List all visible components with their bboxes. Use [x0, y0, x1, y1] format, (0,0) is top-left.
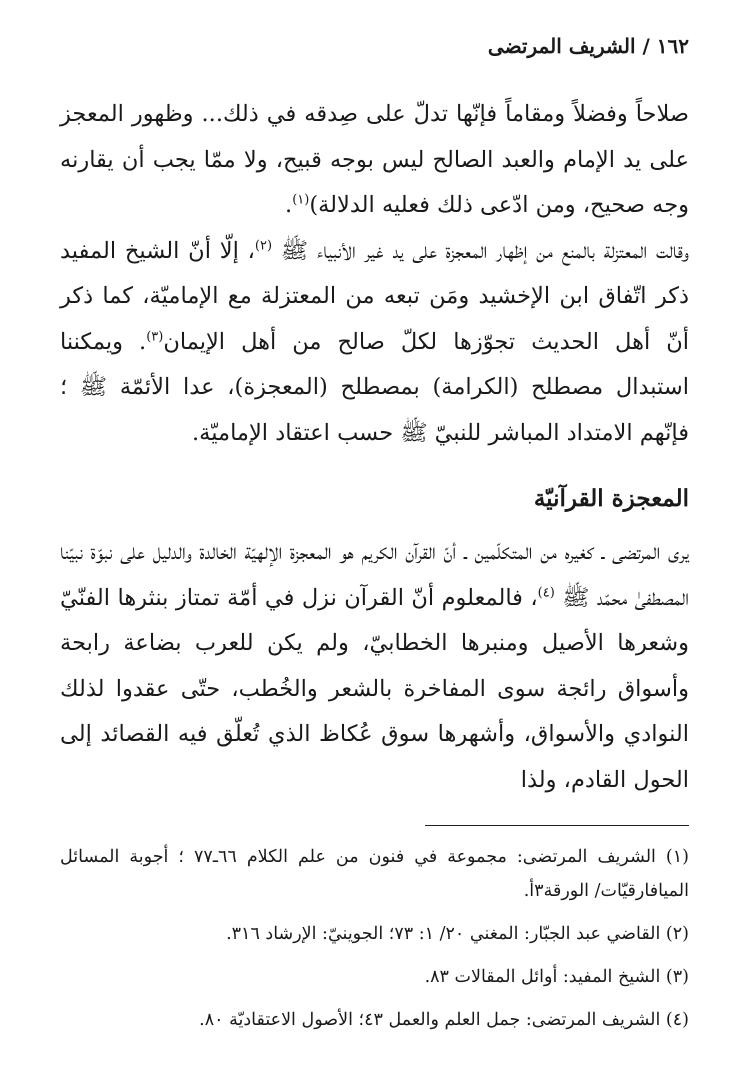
book-title: الشريف المرتضى — [487, 34, 636, 58]
header-separator: / — [642, 34, 650, 58]
paragraph: صلاحاً وفضلاً ومقاماً فإنّها تدلّ على صِدقه في ذلك... وظهور المعجز على يد الإمام والعبد الصالح ليس بوجه قبيح، ولا ممّا يجب أن يقارنه وجه صحيح، ومن ادّعى ذلك فعليه الدلالة)$^{(١)}$. — [60, 101, 689, 218]
footnote-ref: (٢) — [254, 238, 273, 253]
footnote: (٣) الشيخ المفيد: أوائل المقالات ٨٣. — [424, 967, 689, 987]
footnote-divider — [425, 825, 689, 826]
book-page — [60, 0, 689, 1081]
footnote-ref: (٤) — [537, 585, 555, 600]
footnote-ref: (٣) — [146, 329, 164, 344]
section-heading: المعجزة القرآنيّة — [533, 485, 689, 512]
footnotes — [60, 840, 689, 1037]
paragraph: يرى المرتضى ـ كغيره من المتكلّمين ـ أنّ القرآن الكريم هو المعجزة الإلهيّة الخالدة والدليل على نبوّة نبيّنا المصطفىٰ محمّد ﷺ $^{(٤)}$، فالمعلوم أنّ القرآن نزل في أمّة تمتاز بنثرها الفنّيّ وشعرها الأصيل ومنبرها الخطابيّ، ولم يكن للعرب بضاعة رابحة وأسواق رائجة سوى المفاخرة بالشعر والخُطب، حتّى عقدوا لذلك النوادي والأسواق، وأشهرها سوق عُكاظ الذي تُعلّق فيه القصائد إلى الحول القادم، ولذا — [60, 539, 689, 793]
footnote-ref: (١) — [292, 192, 310, 208]
running-header — [488, 34, 689, 58]
footnote: (٤) الشريف المرتضى: جمل العلم والعمل ٤٣؛ الأصول الاعتقاديّة ٨٠. — [199, 1010, 689, 1030]
footnote: (٢) القاضي عبد الجبّار: المغني ٢٠/ ١: ٧٣؛ الجوينيّ: الإرشاد ٣١٦. — [226, 924, 689, 944]
paragraph: وقالت المعتزلة بالمنع من إظهار المعجزة على يد غير الأنبياء ﷺ $^{(٢)}$، إلّا أنّ الشيخ المفيد ذكر اتّفاق ابن الإخشيد ومَن تبعه من المعتزلة مع الإماميّة، كما ذكر أنّ أهل الحديث تجوّزها لكلّ صالح من أهل الإيمان$^{(٣)}$. ويمكننا استبدال مصطلح (الكرامة) بمصطلح (المعجزة)، عدا الأئمّة ﷺ ؛ فإنّهم الامتداد المباشر للنبيّ ﷺ حسب اعتقاد الإماميّة. — [60, 237, 689, 446]
page-number: ١٦٢ — [656, 34, 689, 58]
footnote: (١) الشريف المرتضى: مجموعة في فنون من علم الكلام ٦٦ـ٧٧ ؛ أجوبة المسائل الميافارقيّات/ الورقة٣أ. — [60, 847, 689, 901]
main-text — [60, 92, 689, 803]
